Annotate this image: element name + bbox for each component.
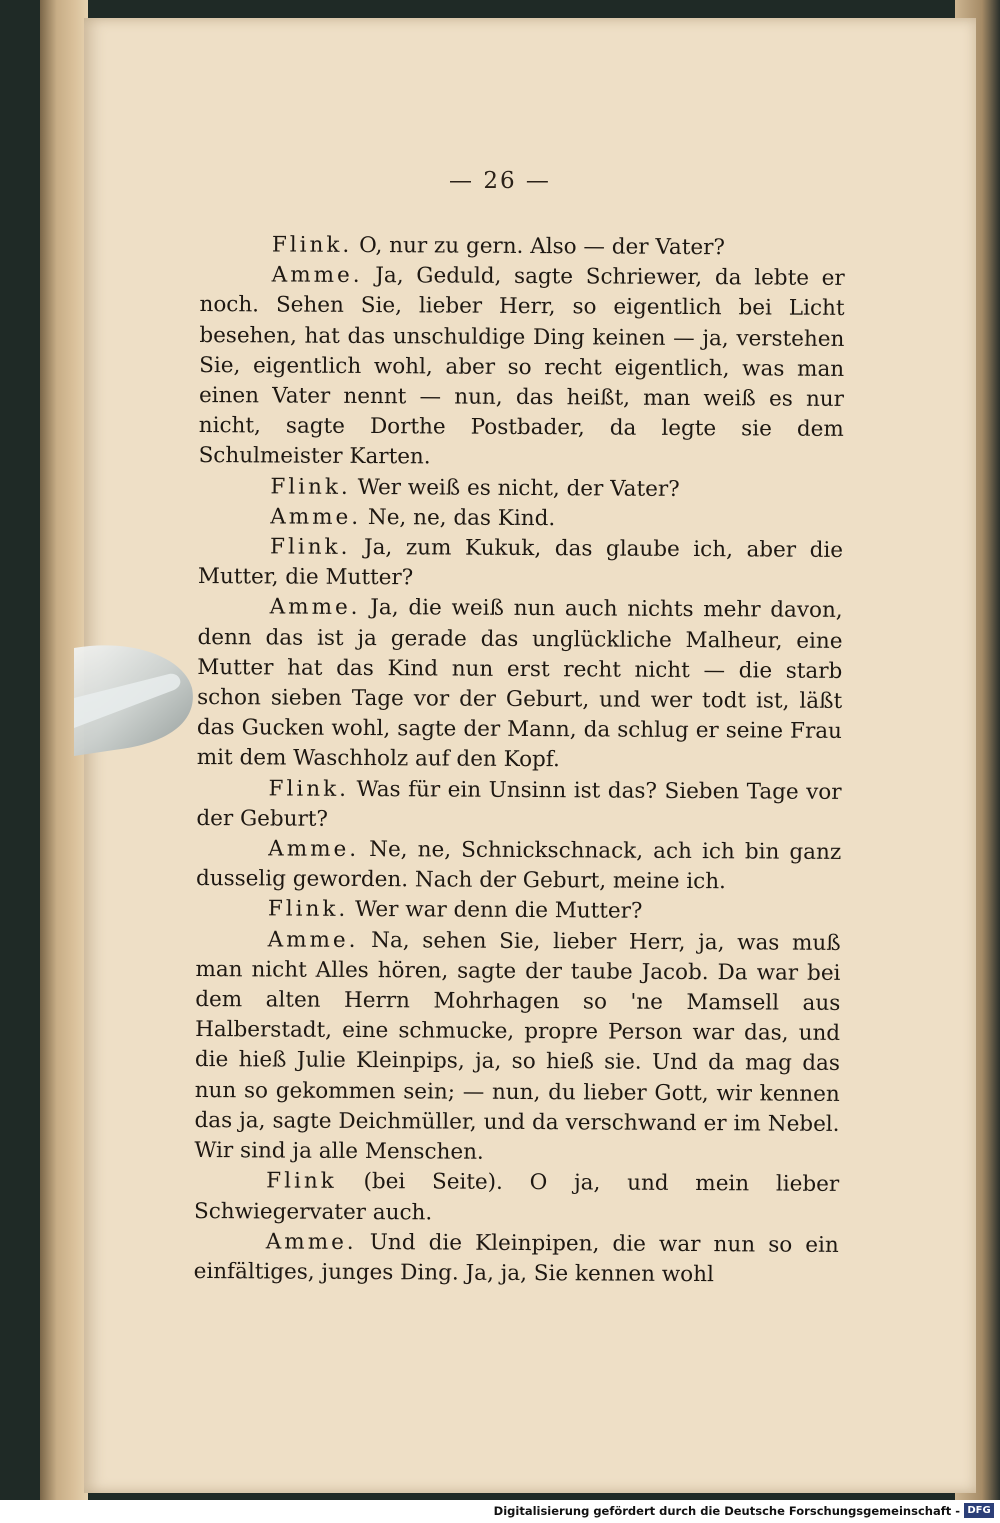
paragraph xyxy=(196,834,841,898)
footer-bar xyxy=(0,1500,1000,1523)
page-number: — 26 — xyxy=(449,168,551,194)
speaker-name: Flink xyxy=(266,1168,337,1195)
paragraph xyxy=(194,925,840,1171)
paragraph xyxy=(194,1166,839,1230)
dialogue-text: O, nur zu gern. Also — der Vater? xyxy=(352,232,726,261)
speaker-name: Flink. xyxy=(271,232,353,258)
paragraph xyxy=(198,532,843,596)
speaker-name: Flink. xyxy=(268,776,350,802)
speaker-name: Amme. xyxy=(268,836,360,863)
paragraph xyxy=(194,1227,839,1291)
dialogue-text: Wer war denn die Mutter? xyxy=(348,897,643,925)
footer-credit: Digitalisierung gefördert durch die Deutsche Forschungsgemeinschaft - xyxy=(493,1504,960,1518)
speaker-name: Amme. xyxy=(265,1229,357,1255)
speaker-name: Amme. xyxy=(269,594,361,621)
paragraph xyxy=(196,894,841,928)
dialogue-text: Wer weiß es nicht, der Vater? xyxy=(350,474,680,502)
dialogue-text: Ja, Geduld, sagte Schriewer, da lebte er noch. Sehen Sie, lieber Herr, so eigentlich bei Licht besehen, hat das unschuldige Ding keinen — ja, verstehen Sie, eigentlich wohl, aber so recht eigentlich, was man einen Vater nennt — nun, das heißt, man weiß es nur nicht, sagte Dorthe Postbader, da legte sie dem Schulmeister Karten. xyxy=(198,263,845,470)
dialogue-text: Ja, die weiß nun auch nichts mehr davon, denn das ist ja gerade das unglückliche Malheur, eine Mutter hat das Kind nun erst recht nicht — die starb schon sieben Tage vor der Geburt, und wer todt ist, läßt das Gucken wohl, sagte der Mann, da schlug er seine Frau mit dem Waschholz auf den Kopf. xyxy=(196,595,843,773)
drama-text xyxy=(194,230,845,1291)
dialogue-text: Und die Kleinpipen, die war nun so ein einfältiges, junges Ding. Ja, ja, Sie kennen wohl xyxy=(193,1229,839,1288)
dialogue-text: Was für ein Unsinn ist das? Sieben Tage vor der Geburt? xyxy=(196,776,842,832)
speaker-name: Flink. xyxy=(267,896,349,923)
paragraph xyxy=(196,774,841,838)
dialogue-text: Ne, ne, das Kind. xyxy=(361,504,556,532)
dialogue-text: Na, sehen Sie, lieber Herr, ja, was muß man nicht Alles hören, sagte der taube Jacob. Da war bei dem alten Herrn Mohrhagen so 'ne Mamsell aus Halberstadt, eine schmucke, propre Person war das, und die hieß Julie Kleinpips, ja, so hieß sie. Und da mag das nun so gekommen sein; — nun, du lieber Gott, wir kennen das ja, sagte Deichmüller, und da verschwand er im Nebel. Wir sind ja alle Menschen. xyxy=(194,927,841,1165)
speaker-name: Amme. xyxy=(267,927,359,953)
page-holder-clip xyxy=(74,628,204,768)
speaker-name: Amme. xyxy=(270,504,362,530)
speaker-name: Flink. xyxy=(269,534,351,560)
dfg-logo: DFG xyxy=(964,1503,994,1518)
paragraph xyxy=(198,472,843,506)
speaker-name: Flink. xyxy=(270,474,351,500)
paragraph xyxy=(197,592,843,777)
dialogue-text: (bei Seite). O ja, und mein lieber Schwiegervater auch. xyxy=(193,1169,840,1225)
book-cover-edge-left xyxy=(40,0,88,1500)
speaker-name: Amme. xyxy=(271,262,363,289)
dialogue-text: Ja, zum Kukuk, das glaube ich, aber die Mutter, die Mutter? xyxy=(197,534,844,591)
dialogue-text: Ne, ne, Schnickschnack, ach ich bin ganz dusselig geworden. Nach der Geburt, meine ich. xyxy=(195,837,842,895)
paragraph xyxy=(200,230,845,264)
paragraph xyxy=(199,260,845,475)
paragraph xyxy=(198,502,843,536)
